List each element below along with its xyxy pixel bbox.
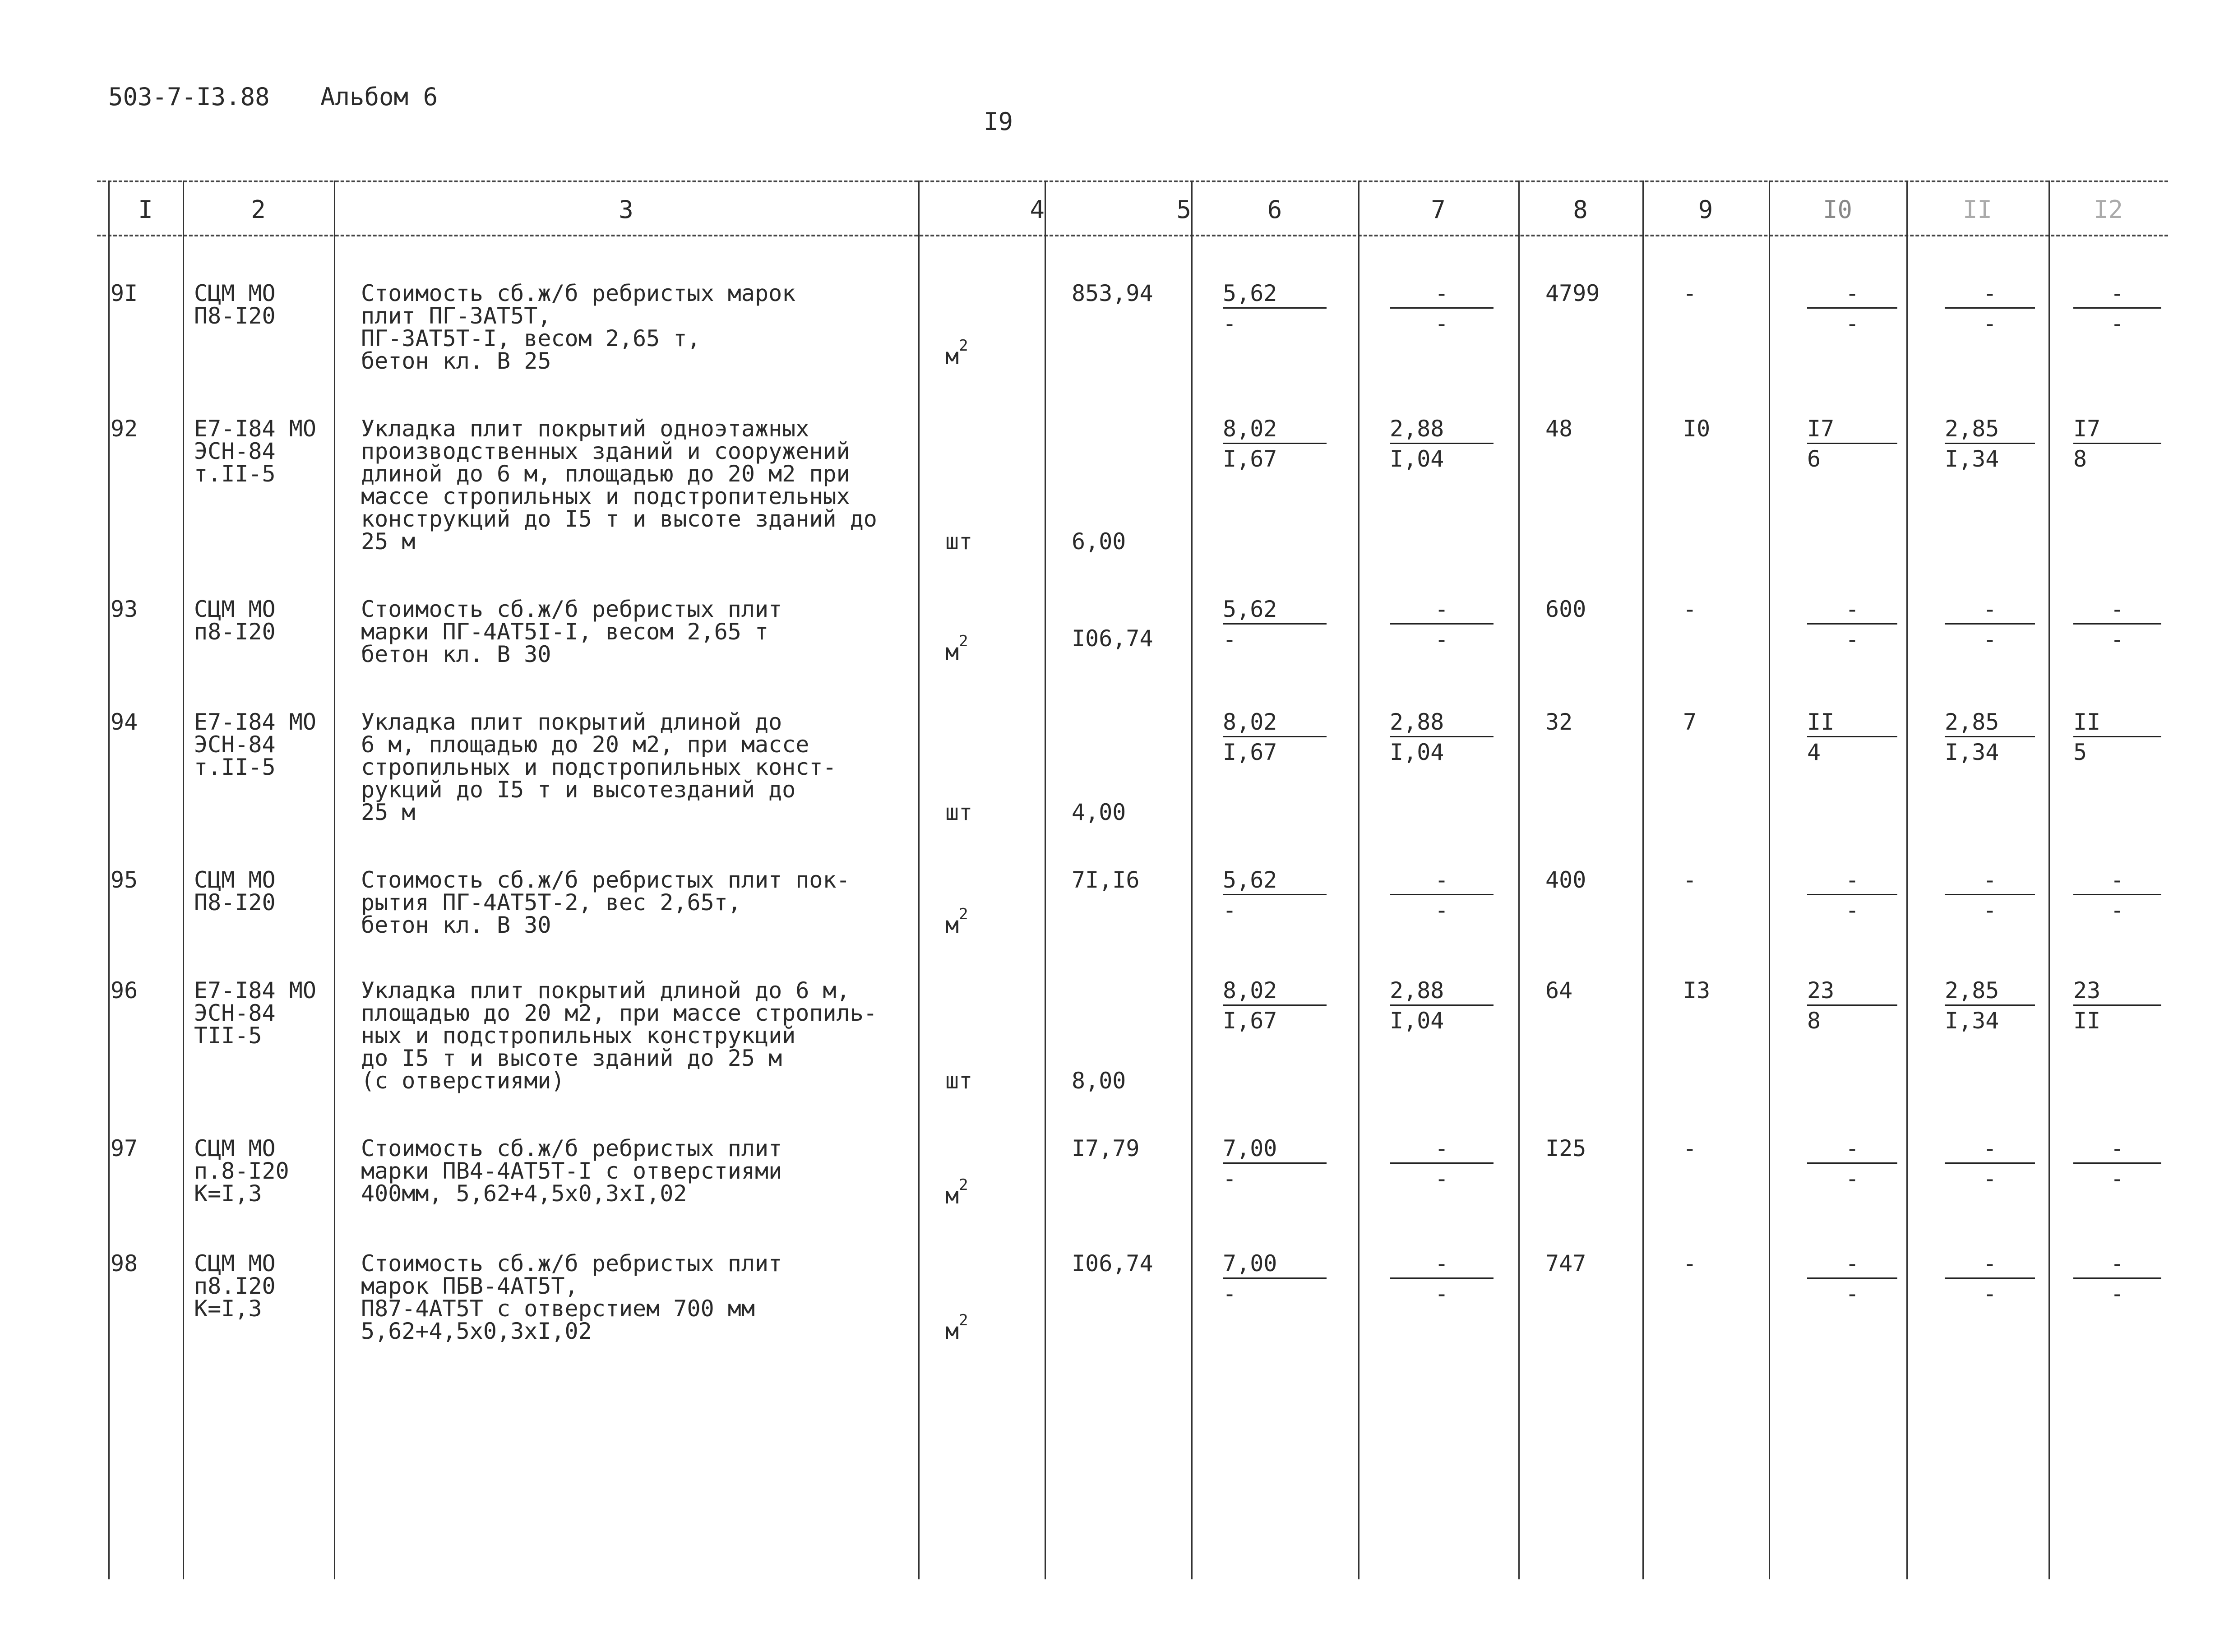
norm-code: СЦМ МО п8.I20 К=I,3 (194, 1250, 276, 1322)
row-number: 95 (111, 867, 138, 893)
column-divider (1358, 180, 1359, 1579)
row-number: 97 (111, 1135, 138, 1161)
fraction-col10: - - (1807, 1252, 1897, 1305)
fraction-col12: - - (2073, 1252, 2161, 1305)
fraction-col11: - - (1945, 1252, 2035, 1305)
fraction-col6: 5,62 - (1223, 282, 1327, 335)
work-description: Укладка плит покрытий длиной до 6 м, площадью до 20 м2, при массе стропильных и подстропильных конст- рукций до I5 т и высотезданий до 25 м (361, 709, 837, 825)
col8-value: 400 (1545, 867, 1586, 893)
fraction-col6: $\frac{8,02}{I,67}$ (1223, 711, 1327, 764)
col8-value: 48 (1545, 416, 1573, 442)
fraction-col7: - - (1390, 598, 1494, 651)
fraction-col7: $\frac{2,88}{I,04}$ (1390, 417, 1494, 470)
row-number: 98 (111, 1250, 138, 1277)
norm-code: Е7-I84 МО ЭСН-84 т.II-5 (194, 416, 316, 487)
fraction-col11: - - (1945, 282, 2035, 335)
fraction-col12: - - (2073, 1137, 2161, 1190)
unit: шт (945, 528, 973, 555)
fraction-col10: - - (1807, 869, 1897, 921)
column-header: 3 (619, 195, 633, 224)
column-divider (1642, 180, 1644, 1579)
fraction-col10: - - (1807, 598, 1897, 651)
quantity: 853,94 (1072, 280, 1153, 306)
fraction-col7: $\frac{2,88}{I,04}$ (1390, 979, 1494, 1032)
unit: шт (945, 1068, 973, 1094)
fraction-col12: $\frac{23}{II}$ (2073, 979, 2161, 1032)
fraction-col6: $\frac{8,02}{I,67}$ (1223, 979, 1327, 1032)
column-divider (108, 180, 110, 1579)
column-divider (1906, 180, 1908, 1579)
fraction-col11: $\frac{2,85}{I,34}$ (1945, 979, 2035, 1032)
fraction-col12: - - (2073, 282, 2161, 335)
fraction-col11: $\frac{2,85}{I,34}$ (1945, 711, 2035, 764)
fraction-col10: $\frac{23}{8}$ (1807, 979, 1897, 1032)
fraction-col12: $\frac{I7}{8}$ (2073, 417, 2161, 470)
column-divider (1518, 180, 1520, 1579)
row-number: 9I (111, 280, 138, 306)
col9-value: I3 (1683, 977, 1711, 1004)
row-number: 93 (111, 596, 138, 622)
fraction-col6: 7,00 - (1223, 1252, 1327, 1305)
header-bottom-line (97, 235, 2168, 236)
fraction-col10: - - (1807, 1137, 1897, 1190)
quantity: I06,74 (1072, 1250, 1153, 1277)
work-description: Стоимость сб.ж/б ребристых плит пок- рытия ПГ-4АТ5Т-2, вес 2,65т, бетон кл. В 30 (361, 867, 850, 938)
column-divider (1045, 180, 1046, 1579)
fraction-col6: 5,62 - (1223, 598, 1327, 651)
work-description: Укладка плит покрытий одноэтажных производственных зданий и сооружений длиной до 6 м, площадью до 20 м2 при массе стропильных и подстропительных конструкций до I5 т и высоте зданий до 25 м (361, 416, 877, 555)
column-header: 5 (1176, 195, 1191, 224)
work-description: Стоимость сб.ж/б ребристых плит марки ПВ4-4АТ5Т-I с отверстиями 400мм, 5,62+4,5х0,3хI,02 (361, 1135, 782, 1207)
column-header: II (1962, 195, 1993, 224)
column-header: I (138, 195, 153, 224)
work-description: Стоимость сб.ж/б ребристых марок плит ПГ-3АТ5Т, ПГ-3АТ5Т-I, весом 2,65 т, бетон кл. В 25 (361, 280, 796, 374)
fraction-col7: - - (1390, 1137, 1494, 1190)
col9-value: - (1683, 596, 1697, 622)
fraction-col10: $\frac{II}{4}$ (1807, 711, 1897, 764)
work-description: Стоимость сб.ж/б ребристых плит марки ПГ-4АТ5I-I, весом 2,65 т бетон кл. В 30 (361, 596, 782, 667)
fraction-col7: $\frac{2,88}{I,04}$ (1390, 711, 1494, 764)
table-top-line (97, 180, 2168, 182)
norm-code: СЦМ МО п8-I20 (194, 596, 276, 645)
unit: $м^2$ (945, 337, 968, 370)
album-label: Альбом 6 (320, 83, 438, 111)
col9-value: - (1683, 1250, 1697, 1277)
norm-code: Е7-I84 МО ЭСН-84 ТII-5 (194, 977, 316, 1049)
column-header: 7 (1431, 195, 1446, 224)
quantity: 4,00 (1072, 799, 1126, 825)
fraction-col11: $\frac{2,85}{I,34}$ (1945, 417, 2035, 470)
col9-value: - (1683, 867, 1697, 893)
fraction-col12: - - (2073, 598, 2161, 651)
norm-code: СЦМ МО п.8-I20 К=I,3 (194, 1135, 289, 1207)
fraction-col7: - - (1390, 869, 1494, 921)
quantity: I7,79 (1072, 1135, 1140, 1161)
fraction-col7: - - (1390, 1252, 1494, 1305)
col9-value: I0 (1683, 416, 1711, 442)
column-header: 4 (1030, 195, 1045, 224)
unit: $м^2$ (945, 1311, 968, 1344)
column-header: 9 (1698, 195, 1713, 224)
fraction-col11: - - (1945, 598, 2035, 651)
quantity: I06,74 (1072, 625, 1153, 652)
col8-value: 747 (1545, 1250, 1586, 1277)
column-divider (1191, 180, 1193, 1579)
col8-value: 600 (1545, 596, 1586, 622)
quantity: 8,00 (1072, 1068, 1126, 1094)
fraction-col10: $\frac{I7}{6}$ (1807, 417, 1897, 470)
col8-value: 4799 (1545, 280, 1600, 306)
column-header: 6 (1267, 195, 1282, 224)
unit: $м^2$ (945, 1176, 968, 1209)
col8-value: 64 (1545, 977, 1573, 1004)
column-divider (334, 180, 335, 1579)
work-description: Стоимость сб.ж/б ребристых плит марок ПБВ-4АТ5Т, П87-4АТ5Т с отверстием 700 мм 5,62+4,5х0,3хI,02 (361, 1250, 782, 1344)
col9-value: - (1683, 280, 1697, 306)
column-divider (183, 180, 184, 1579)
quantity: 6,00 (1072, 528, 1126, 555)
norm-code: СЦМ МО П8-I20 (194, 867, 276, 916)
fraction-col12: $\frac{II}{5}$ (2073, 711, 2161, 764)
row-number: 94 (111, 709, 138, 735)
column-header: I0 (1822, 195, 1853, 224)
col9-value: 7 (1683, 709, 1697, 735)
row-number: 92 (111, 416, 138, 442)
document-code: 503-7-I3.88 (108, 83, 270, 111)
fraction-col10: - - (1807, 282, 1897, 335)
fraction-col11: - - (1945, 869, 2035, 921)
unit: $м^2$ (945, 905, 968, 938)
quantity: 7I,I6 (1072, 867, 1140, 893)
unit: $м^2$ (945, 632, 968, 665)
col8-value: 32 (1545, 709, 1573, 735)
fraction-col6: 7,00 - (1223, 1137, 1327, 1190)
fraction-col12: - - (2073, 869, 2161, 921)
row-number: 96 (111, 977, 138, 1004)
fraction-col6: $\frac{8,02}{I,67}$ (1223, 417, 1327, 470)
column-header: 2 (251, 195, 266, 224)
page-number: I9 (984, 107, 1013, 136)
work-description: Укладка плит покрытий длиной до 6 м, площадью до 20 м2, при массе стропиль- ных и подстропильных конструкций до I5 т и высоте зданий до 25 м (с отверстиями) (361, 977, 877, 1094)
column-divider (2048, 180, 2050, 1579)
fraction-col6: 5,62 - (1223, 869, 1327, 921)
col8-value: I25 (1545, 1135, 1586, 1161)
fraction-col7: - - (1390, 282, 1494, 335)
column-header: 8 (1573, 195, 1588, 224)
norm-code: Е7-I84 МО ЭСН-84 т.II-5 (194, 709, 316, 780)
unit: шт (945, 799, 973, 825)
fraction-col11: - - (1945, 1137, 2035, 1190)
column-header: I2 (2093, 195, 2123, 224)
column-divider (918, 180, 920, 1579)
col9-value: - (1683, 1135, 1697, 1161)
norm-code: СЦМ МО П8-I20 (194, 280, 276, 329)
column-divider (1769, 180, 1770, 1579)
